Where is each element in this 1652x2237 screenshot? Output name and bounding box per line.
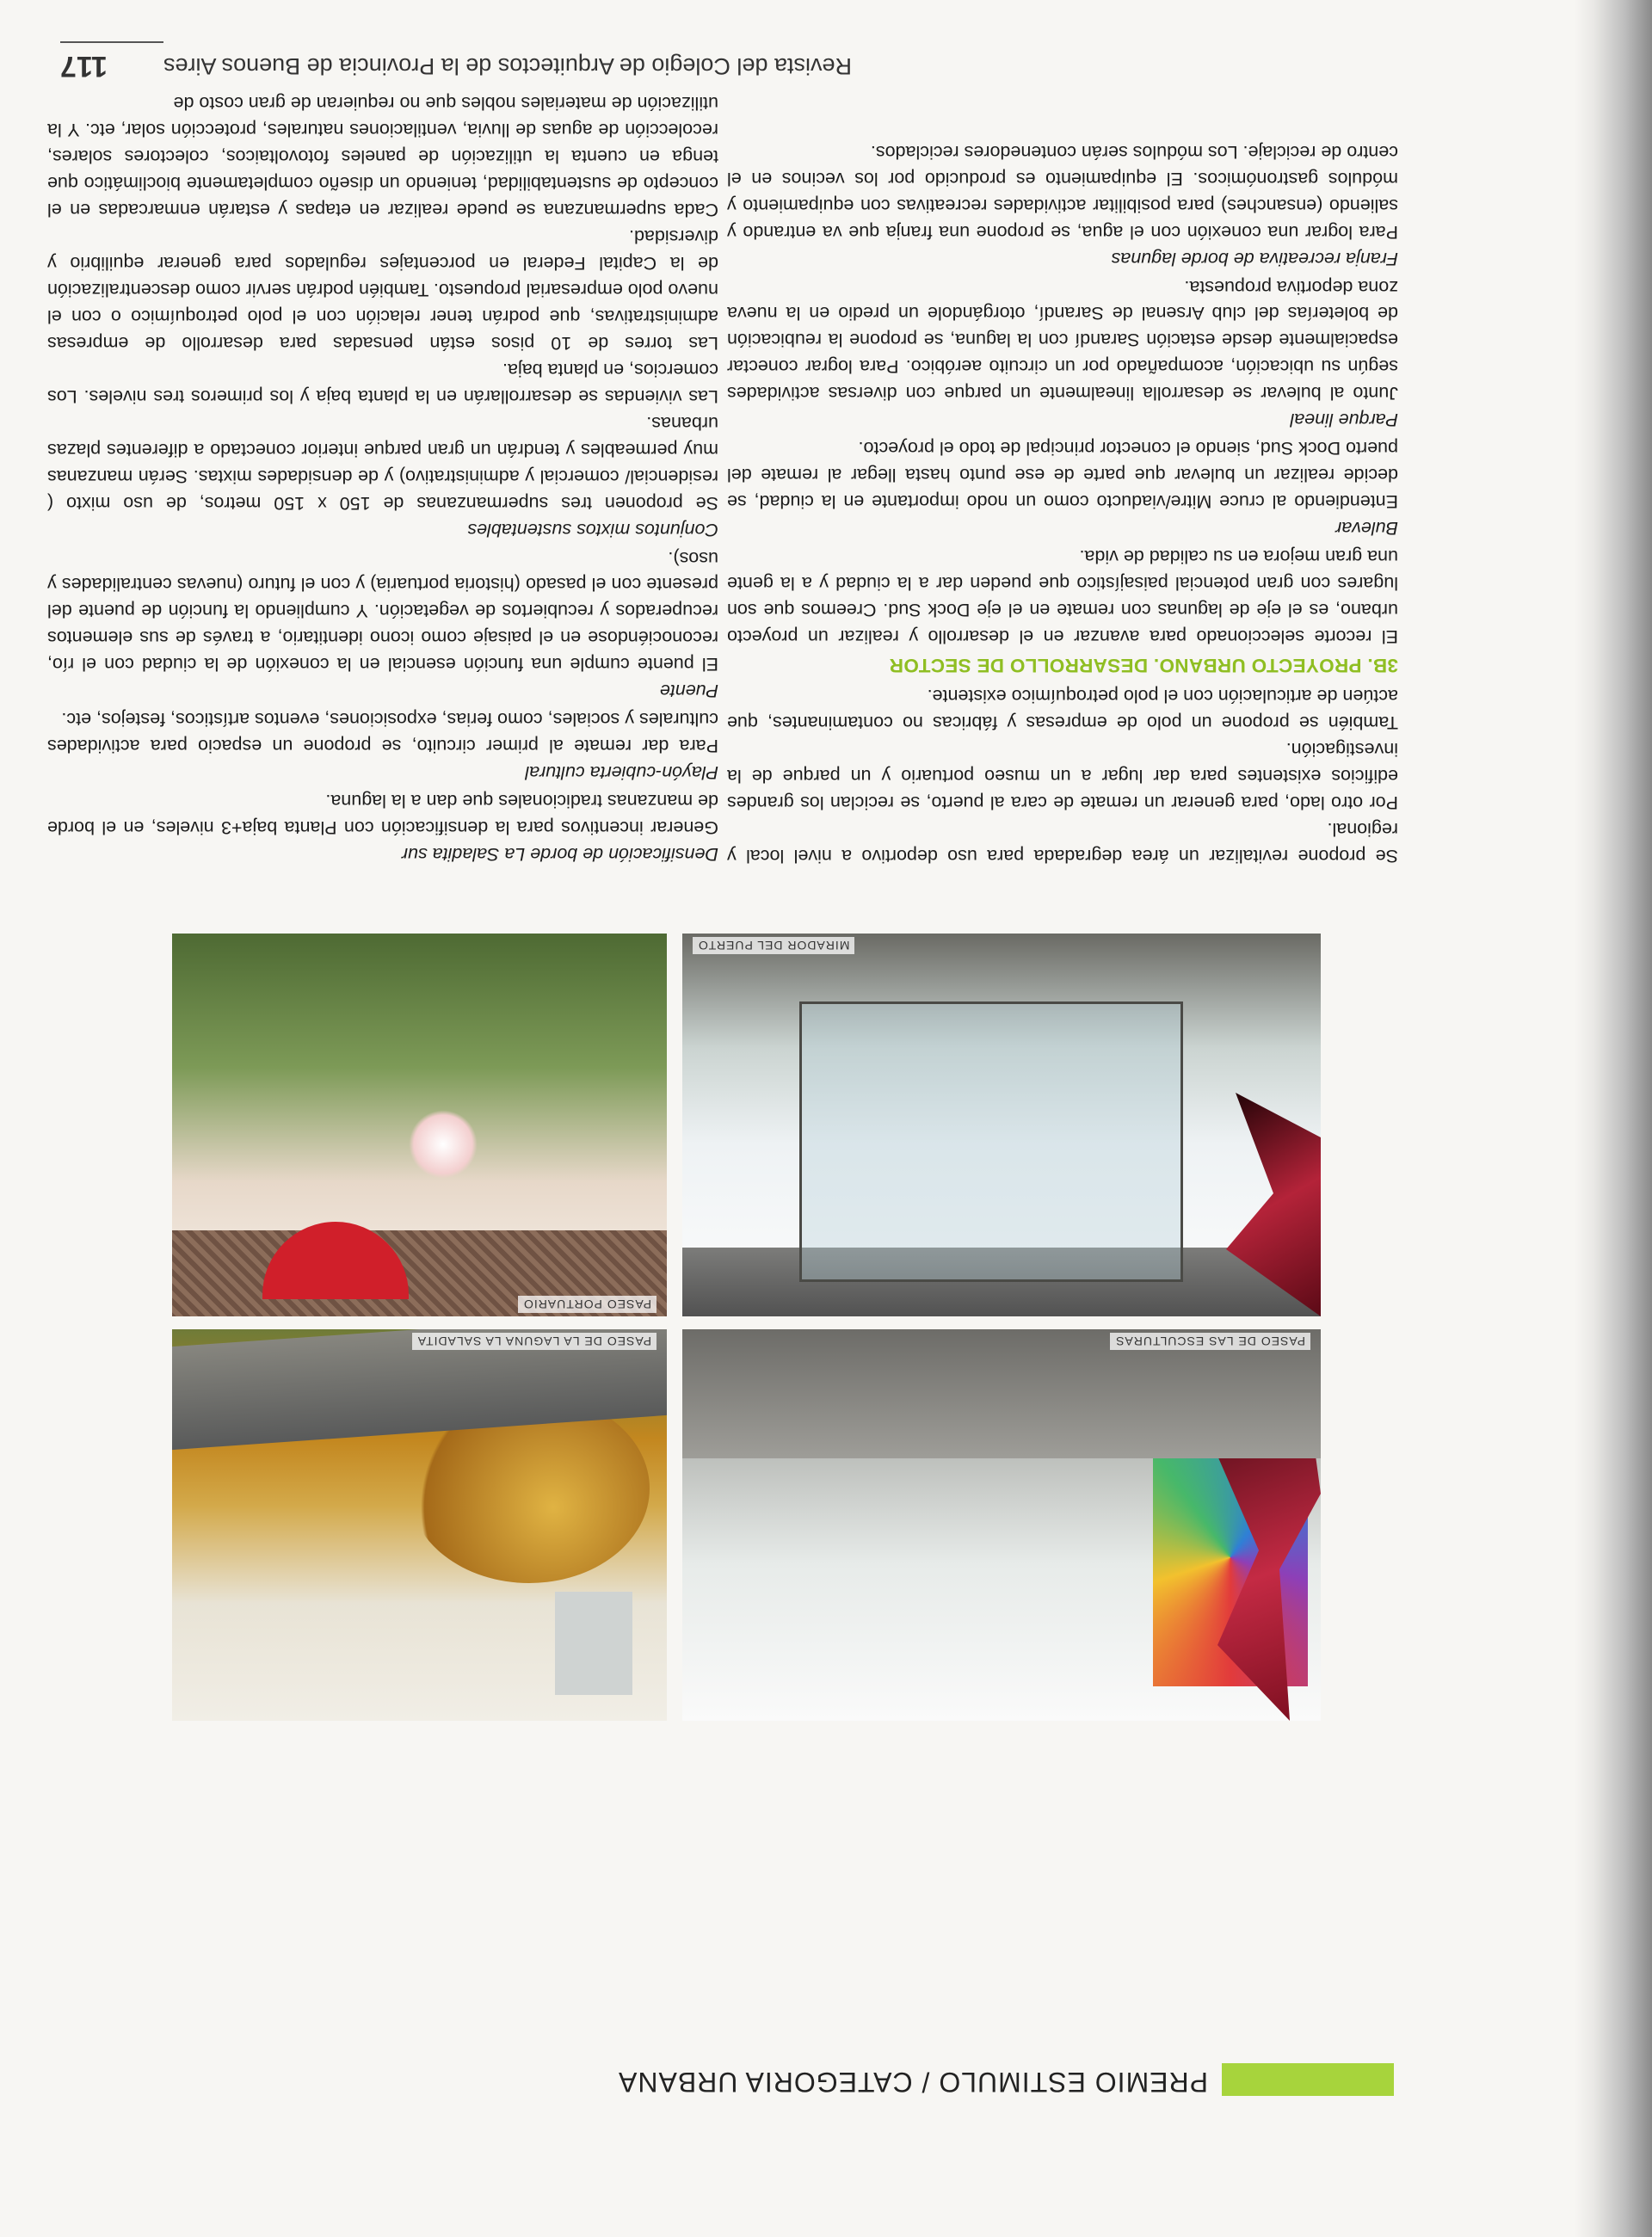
paragraph: El recorte seleccionado para avanzar en el desarrollo y realizar un proyecto urbano, es el eje de lagunas con remate en el eje Dock Sud. Creemos que son lugares con gran potencial paisajístico que pueden dar a la ciudad y a la gente una gran mejora en su calidad de vida. bbox=[727, 546, 1398, 647]
accent-bar bbox=[1222, 2063, 1394, 2096]
image-caption: PASEO DE LA LAGUNA LA SALADITA bbox=[412, 1333, 656, 1350]
paragraph: También se propone un polo de empresas y fábricas no contaminantes, que actúen de articulación con el polo petroquímico existente. bbox=[727, 686, 1398, 734]
paragraph: Se proponen tres supermanzanas de 150 x 150 metros, de uso mixto ( residencial/ comercial y administrativo) y de densidades mixtas. Serán manzanas muy permeables y tendrán un gran parque interior conectado a diferentes plazas urbanas. bbox=[47, 412, 718, 514]
paragraph: El puente cumple una función esencial en la conexión de la ciudad con el río, reconociéndose en el paisaje como icono identitario, a través de sus elementos recuperados y recubiertos de vegetación. Y cumpliendo la función de puente del presente con el pasado (historia portuaria) y con el futuro (nuevas centralidades y usos). bbox=[47, 547, 718, 675]
glass-pavilion bbox=[799, 1001, 1183, 1282]
section-title: PREMIO ESTIMULO / CATEGORIA URBANA bbox=[618, 2067, 1208, 2098]
text-column-left bbox=[727, 139, 1398, 869]
paragraph: Para dar remate al primer circuito, se propone un espacio para actividades culturales y sociales, como ferias, exposiciones, eventos artísticos, festejos, etc. bbox=[47, 709, 718, 757]
subheading: Conjuntos mixtos sustentables bbox=[467, 519, 718, 540]
image-caption: PASEO PORTUARIO bbox=[518, 1296, 656, 1313]
paragraph: Por otro lado, para generar un remate de cara al puerto, se reciclan los grandes edificios existentes para dar lugar a un museo portuario y un parque de la investigación. bbox=[727, 739, 1398, 814]
render-paseo-laguna bbox=[172, 1329, 667, 1721]
render-paseo-esculturas bbox=[682, 1329, 1321, 1721]
book-spine-shadow bbox=[1575, 0, 1652, 2237]
building-shape bbox=[555, 1592, 632, 1695]
image-caption: PASEO DE LAS ESCULTURAS bbox=[1110, 1333, 1310, 1350]
paragraph: Las viviendas se desarrollarán en la planta baja y los primeros tres niveles. Los comercios, en planta baja. bbox=[47, 359, 718, 407]
subheading: Densificación de borde La Saladita sur bbox=[401, 844, 718, 865]
subheading: Puente bbox=[659, 681, 718, 702]
paragraph: Cada supermanzana se puede realizar en etapas y estarán enmarcadas en el concepto de sustentabilidad, teniendo un diseño completamente bioclimático que tenga en cuenta la utilización de paneles fotovoltaicos, colectores solares, recolección de aguas de lluvia, ventilaciones naturales, protección solar, etc. Y la utilización de materiales nobles que no requieran de gran costo de bbox=[47, 93, 718, 221]
page-header bbox=[17, 2049, 1394, 2110]
paragraph: Para lograr una conexión con el agua, se propone una franja que va entrando y saliendo (ensanches) para posibilitar actividades recreativas con equipamiento y módulos gastronómicos. El equipamiento es producido por los vecinos en el centro de reciclaje. Los módulos serán contenedores reciclados. bbox=[727, 141, 1398, 243]
subheading: Franja recreativa de borde lagunas bbox=[1111, 248, 1398, 269]
paragraph: Junto al bulevar se desarrolla linealmente un parque con diversas actividades según su ubicación, acompañado por un circuito aeróbico. Para lograr conectar espacialmente desde estación Sarandí con la laguna, se propone la reubicación de boleterías del club Arsenal de Sarandí, otorgándole un predio en la nueva zona deportiva propuesta. bbox=[727, 276, 1398, 404]
text-column-right bbox=[47, 89, 718, 869]
section-heading: 3B. PROYECTO URBANO. DESARROLLO DE SECTOR bbox=[889, 655, 1398, 677]
footer-rule bbox=[60, 41, 163, 43]
paragraph: Las torres de 10 pisos están pensadas para desarrollo de empresas administrativas, que podrán tener relación con el polo petroquímico o con el nuevo polo empresarial propuesto. También podrán servir como descentralización de la Capital Federal en porcentajes regulados para generar equilibrio y diversidad. bbox=[46, 226, 718, 354]
subheading: Playón-cubierta cultural bbox=[525, 762, 718, 784]
page-footer bbox=[60, 34, 852, 86]
image-caption: MIRADOR DEL PUERTO bbox=[693, 937, 854, 954]
paragraph: Entendiendo al cruce Mitre/viaducto como un nodo importante en la ciudad, se decide realizar un bulevar que parte de ese punto hasta llegar al remate del puerto Dock Sud, siendo el conector principal de todo el proyecto. bbox=[727, 438, 1398, 513]
paragraph: Generar incentivos para la densificación con Planta baja+3 niveles, en el borde de manzanas tradicionales que dan a la laguna. bbox=[47, 791, 718, 839]
render-mirador-puerto bbox=[682, 934, 1321, 1316]
magazine-name: Revista del Colegio de Arquitectos de la Provincia de Buenos Aires bbox=[163, 53, 852, 79]
subheading: Parque lineal bbox=[1290, 410, 1398, 431]
sun-shape bbox=[409, 1110, 478, 1179]
paragraph: Se propone revitalizar un área degradada para uso deportivo a nivel local y regional. bbox=[727, 819, 1398, 866]
subheading: Bulevar bbox=[1335, 518, 1398, 539]
render-paseo-portuario bbox=[172, 934, 667, 1316]
page-number: 117 bbox=[60, 50, 108, 83]
